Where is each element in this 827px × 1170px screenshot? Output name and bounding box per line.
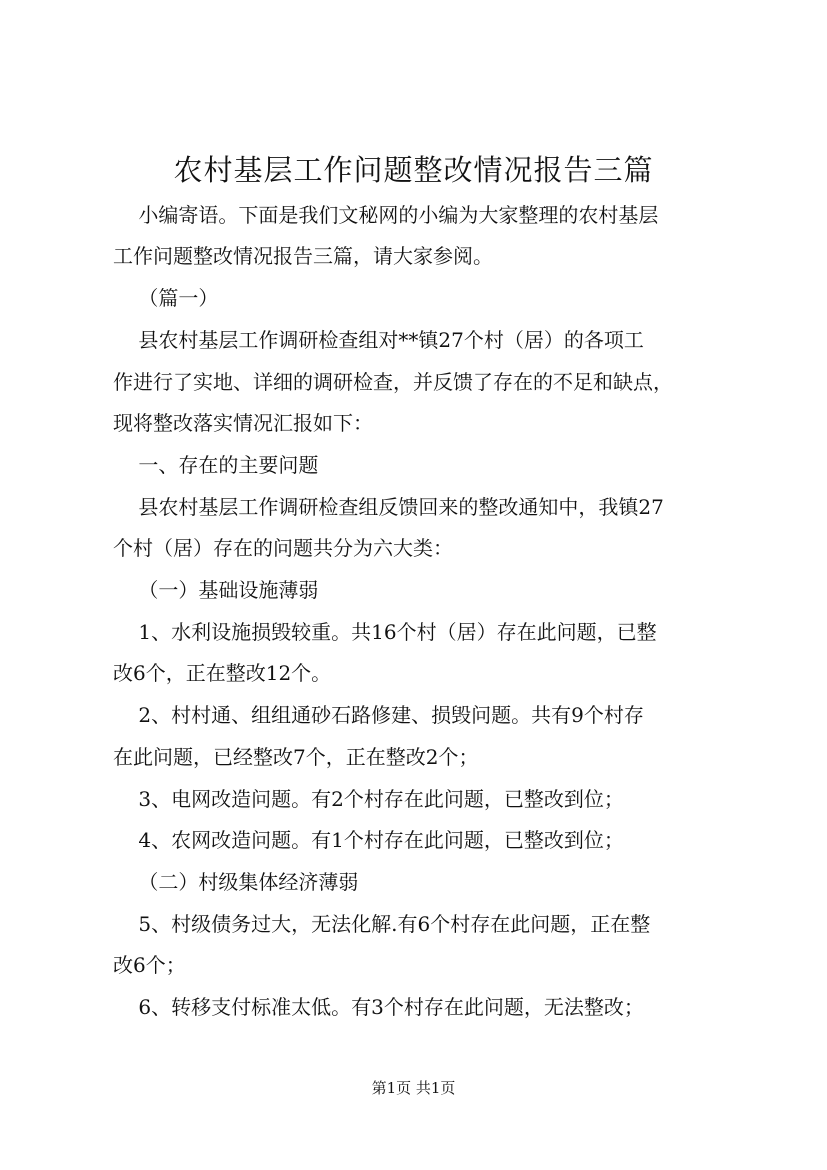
text-line: （一）基础设施薄弱	[113, 578, 319, 602]
text-line: 改6个；	[113, 953, 186, 977]
text-line: 改6个，正在整改12个。	[113, 661, 332, 685]
text-line: 现将整改落实情况汇报如下：	[113, 411, 373, 435]
text-line: 5、村级债务过大，无法化解.有6个村存在此问题，正在整	[113, 912, 651, 936]
page-footer: 第1页 共1页	[371, 1079, 456, 1097]
text-line: 个村（居）存在的问题共分为六大类：	[113, 536, 453, 560]
document-title: 农村基层工作问题整改情况报告三篇	[173, 153, 654, 187]
text-line: 工作问题整改情况报告三篇，请大家参阅。	[113, 244, 493, 268]
text-line: 2、村村通、组组通砂石路修建、损毁问题。共有9个村存	[113, 703, 644, 727]
text-line: 6、转移支付标准太低。有3个村存在此问题，无法整改；	[113, 995, 644, 1019]
text-line: 作进行了实地、详细的调研检查，并反馈了存在的不足和缺点，	[113, 370, 673, 394]
text-line: （二）村级集体经济薄弱	[113, 870, 359, 894]
text-line: （篇一）	[113, 286, 219, 310]
text-line: 县农村基层工作调研检查组对**镇27个村（居）的各项工	[113, 328, 644, 352]
text-line: 小编寄语。下面是我们文秘网的小编为大家整理的农村基层	[113, 203, 659, 227]
text-line: 4、农网改造问题。有1个村存在此问题，已整改到位；	[113, 828, 624, 852]
text-line: 1、水利设施损毁较重。共16个村（居）存在此问题，已整	[113, 620, 657, 644]
text-line: 在此问题，已经整改7个，正在整改2个；	[113, 745, 479, 769]
text-line: 3、电网改造问题。有2个村存在此问题，已整改到位；	[113, 787, 624, 811]
text-line: 县农村基层工作调研检查组反馈回来的整改通知中，我镇27	[113, 495, 664, 519]
text-line: 一、存在的主要问题	[113, 453, 319, 477]
